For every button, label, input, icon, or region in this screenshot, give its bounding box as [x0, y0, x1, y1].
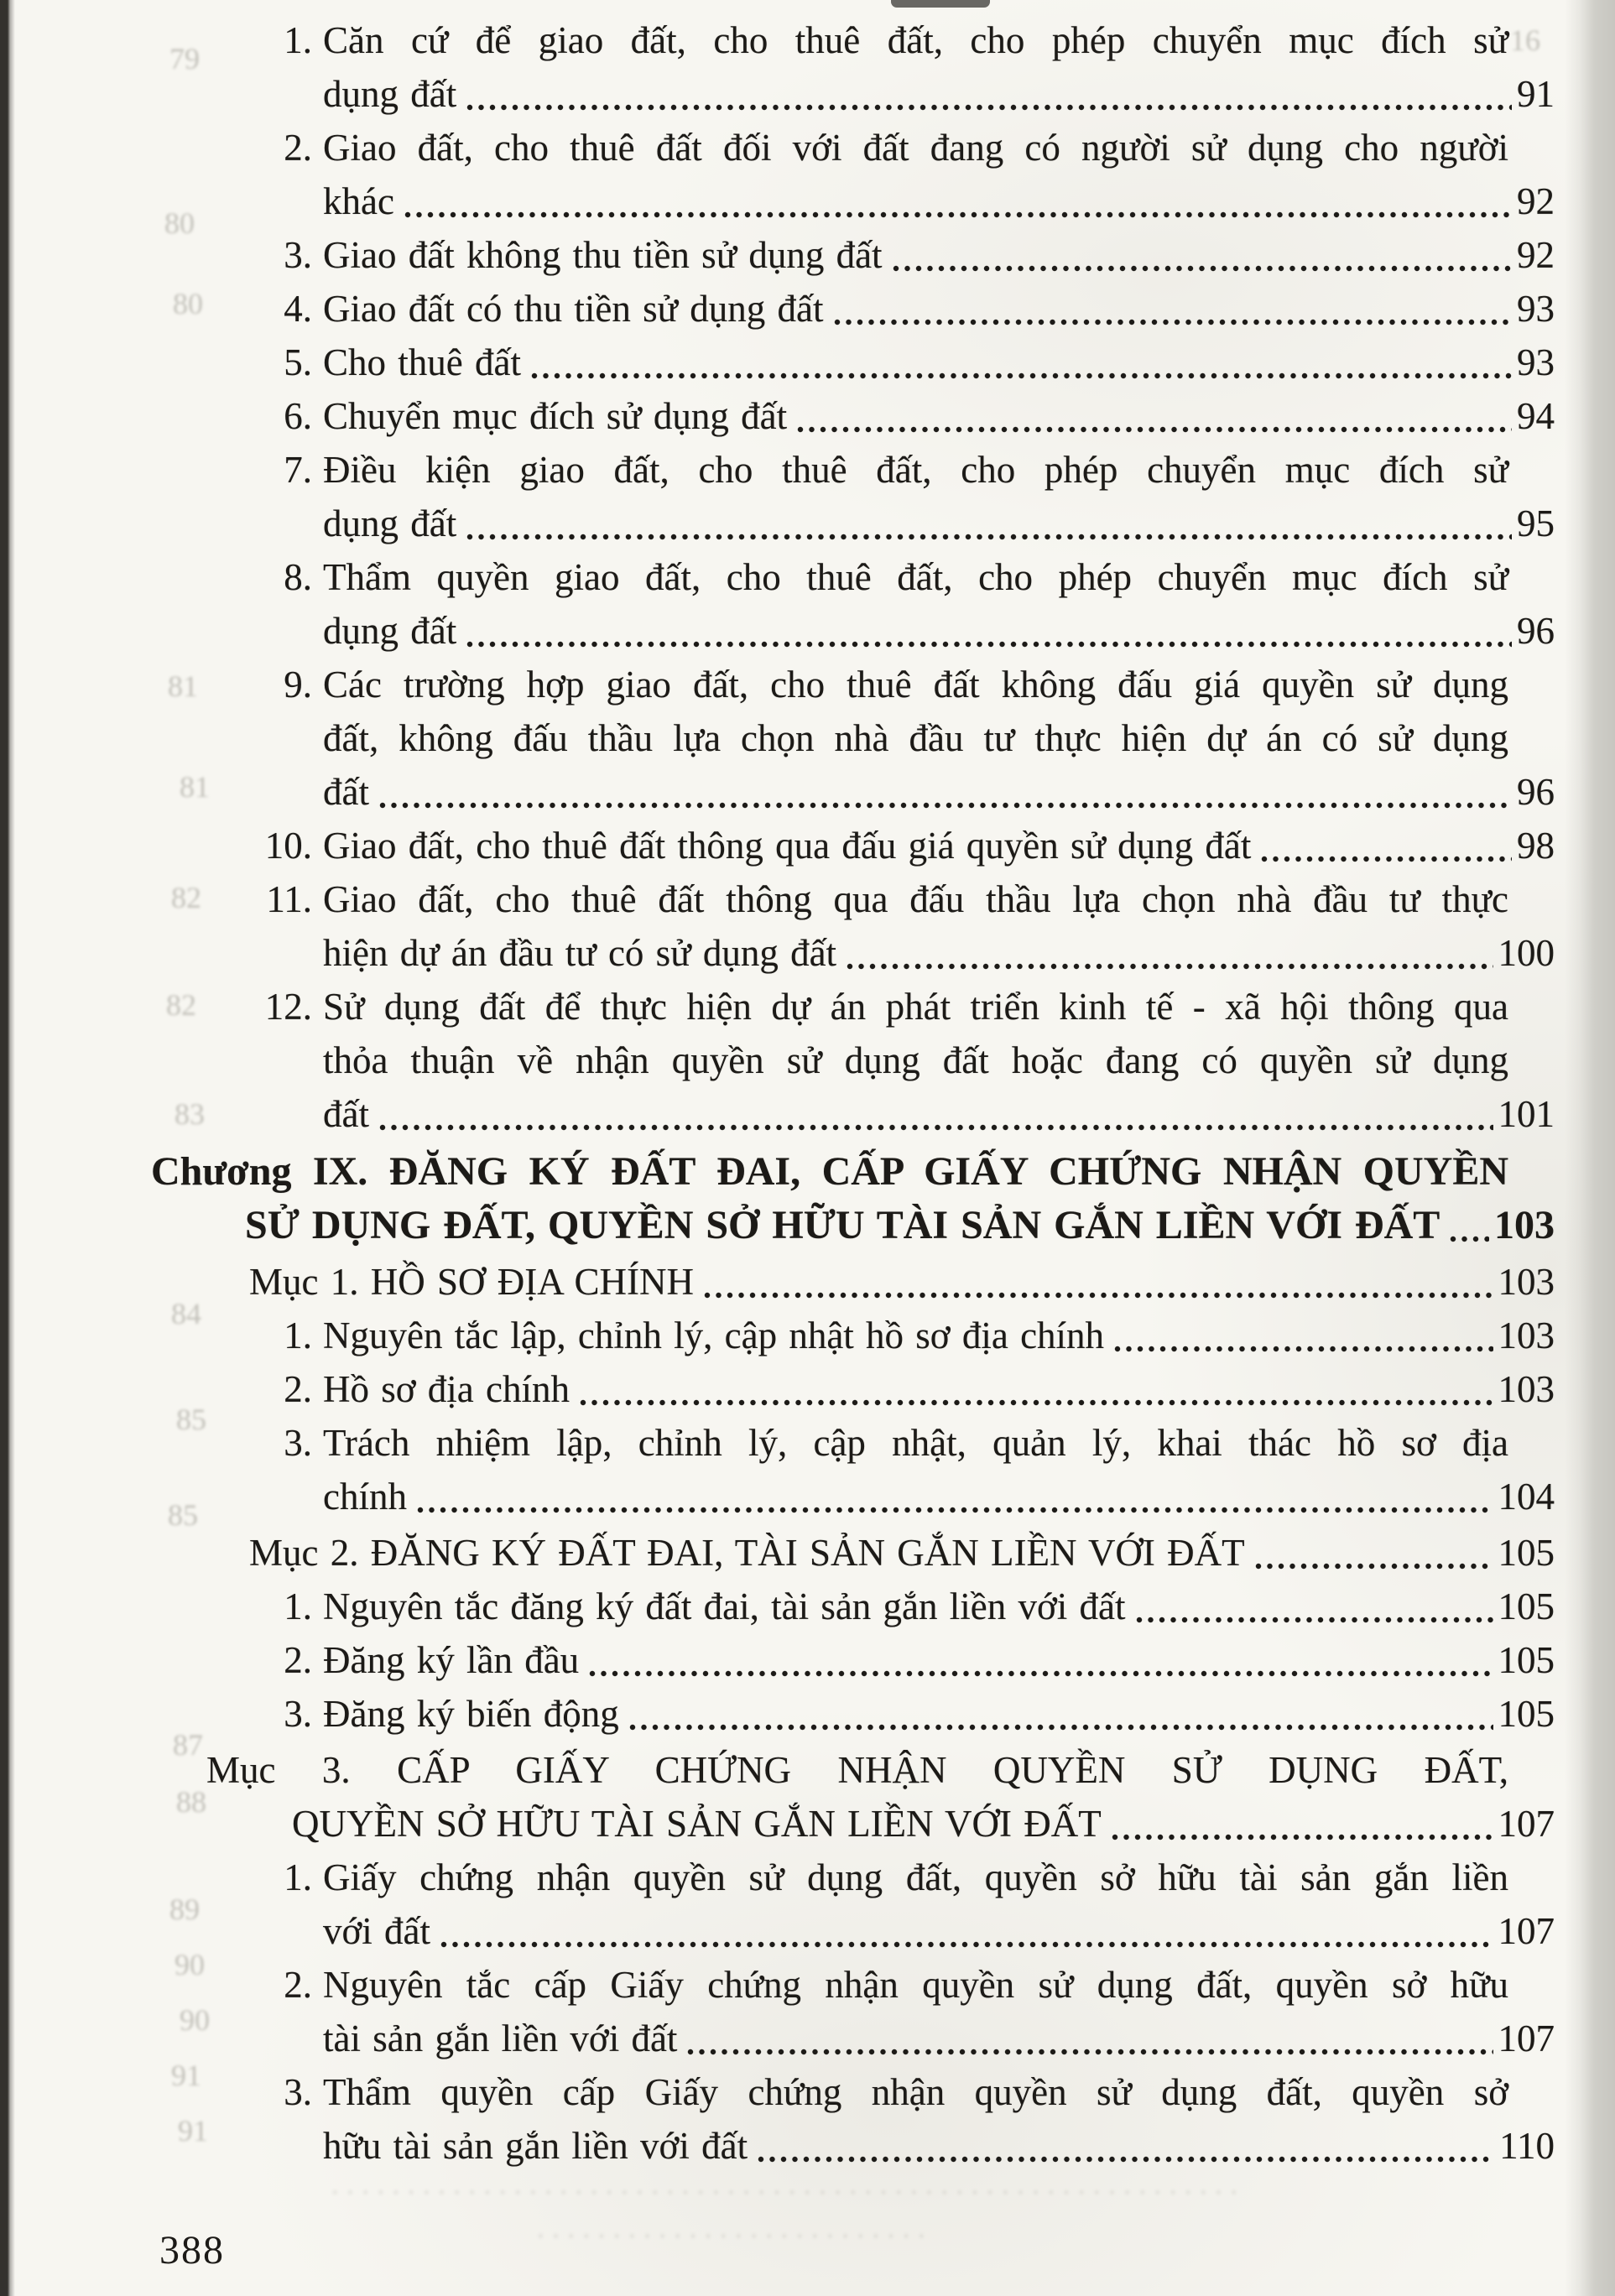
toc-entry-lastline	[323, 1470, 1555, 1523]
dot-leader	[531, 372, 1512, 380]
toc-entry	[284, 1362, 1555, 1416]
ghost-mark: 85	[168, 1498, 198, 1532]
toc-entry-text: chính	[323, 1476, 407, 1518]
toc-entry-pagenum: 105	[1498, 1639, 1555, 1681]
toc-entry-lastline	[323, 1580, 1555, 1633]
toc-entry-number: 7.	[284, 449, 312, 491]
dot-leader	[379, 801, 1512, 810]
toc-entry	[206, 1743, 1555, 1851]
toc-entry-pagenum: 103	[1494, 1203, 1555, 1247]
dot-leader	[466, 533, 1512, 541]
ghost-mark: 80	[164, 206, 195, 240]
toc-entry-text: Cho thuê đất	[323, 341, 521, 383]
toc-entry-pagenum: 104	[1498, 1476, 1555, 1518]
toc-entry-pagenum: 105	[1498, 1532, 1555, 1574]
toc-entry-number: 3.	[284, 2071, 312, 2113]
toc-entry-lastline	[249, 1526, 1555, 1580]
toc-entry	[284, 121, 1555, 228]
ghost-mark: 89	[169, 1893, 200, 1926]
toc-entry	[284, 228, 1555, 282]
toc-entry-line: Các trường hợp giao đất, cho thuê đất không đấu giá quyền sử dụng	[323, 664, 1508, 705]
toc-entry	[284, 1851, 1555, 1958]
ghost-mark: 81	[168, 669, 198, 703]
toc-entry	[284, 1580, 1555, 1633]
ghost-mark: 91	[178, 2114, 208, 2148]
toc-entry-lastline	[323, 497, 1555, 550]
toc-entry-pagenum: 110	[1499, 2125, 1555, 2167]
dot-leader	[466, 103, 1512, 112]
toc-entry-pagenum: 94	[1517, 395, 1555, 437]
dot-leader	[834, 318, 1512, 326]
toc-entry	[284, 658, 1555, 819]
toc-entry-pagenum: 95	[1517, 502, 1555, 544]
folio-page-number: 388	[159, 2228, 225, 2273]
toc-entry-lastline	[323, 1362, 1555, 1416]
toc-entry-text: hiện dự án đầu tư có sử dụng đất	[323, 932, 837, 974]
ghost-mark: 83	[175, 1097, 205, 1131]
toc-entry-pagenum: 100	[1498, 932, 1555, 974]
dot-leader	[1112, 1833, 1493, 1841]
toc-entry-lastline	[323, 2012, 1555, 2065]
toc-entry-pagenum: 107	[1498, 1803, 1555, 1845]
toc-entry-text: QUYỀN SỞ HỮU TÀI SẢN GẮN LIỀN VỚI ĐẤT	[292, 1803, 1102, 1845]
dot-leader	[629, 1723, 1493, 1731]
toc-entry-line: Căn cứ để giao đất, cho thuê đất, cho phép chuyển mục đích sử	[323, 19, 1508, 61]
ghost-mark: 90	[180, 2003, 210, 2037]
dot-leader	[797, 425, 1512, 434]
toc-entry-lastline	[323, 389, 1555, 443]
dot-leader	[589, 1669, 1493, 1678]
ghost-mark: 84	[171, 1297, 201, 1330]
toc-entry	[249, 1255, 1555, 1309]
toc-entry	[284, 1958, 1555, 2065]
toc-entry-pagenum: 93	[1517, 341, 1555, 383]
toc-entry-lastline	[323, 1309, 1555, 1362]
toc-entry	[284, 1416, 1555, 1523]
ghost-mark: 82	[166, 988, 196, 1022]
dot-leader	[379, 1123, 1493, 1132]
toc-entry	[284, 1687, 1555, 1741]
toc-entry-number: 12.	[264, 986, 312, 1028]
ghost-mark: ··························	[537, 2224, 934, 2248]
toc-entry-number: 2.	[284, 1368, 312, 1410]
dot-leader	[1255, 1562, 1493, 1570]
toc-entry-pagenum: 92	[1517, 234, 1555, 276]
ghost-mark: 80	[173, 287, 203, 320]
toc-entry-pagenum: 105	[1498, 1693, 1555, 1735]
dot-leader	[1261, 855, 1512, 863]
ghost-mark: 81	[180, 770, 210, 804]
toc-entry-number: 2.	[284, 127, 312, 169]
toc-entry-text: Giao đất không thu tiền sử dụng đất	[323, 234, 883, 276]
toc-entry	[284, 2065, 1555, 2173]
toc-entry-lastline	[323, 1687, 1555, 1741]
dot-leader	[704, 1291, 1493, 1299]
toc-entry-lastline	[323, 1087, 1555, 1141]
scan-top-smudge	[891, 0, 990, 8]
dot-leader	[687, 2048, 1493, 2056]
toc-entry-text: đất	[323, 1093, 369, 1135]
toc-entry-lastline	[323, 765, 1555, 819]
toc-entry-text: Giao đất, cho thuê đất thông qua đấu giá quyền sử dụng đất	[323, 825, 1252, 867]
toc-entry	[266, 872, 1555, 980]
toc-entry-lastline	[323, 282, 1555, 336]
toc-entry-number: 2.	[284, 1639, 312, 1681]
scan-page-edge	[1563, 0, 1615, 2296]
toc-entry	[284, 1309, 1555, 1362]
toc-entry-number: 1.	[284, 1856, 312, 1898]
dot-leader	[1114, 1345, 1493, 1353]
toc-entry-pagenum: 98	[1517, 825, 1555, 867]
toc-entry	[284, 336, 1555, 389]
dot-leader	[758, 2155, 1494, 2163]
toc-entry-lastline	[292, 1797, 1555, 1851]
toc-entry-lastline	[323, 174, 1555, 228]
toc-entry	[264, 980, 1555, 1141]
ghost-mark: 87	[173, 1728, 203, 1762]
toc-entry-number: 11.	[266, 878, 312, 920]
toc-entry-lastline	[323, 819, 1555, 872]
ghost-mark: 16	[1510, 23, 1540, 57]
toc-entry-text: Đăng ký lần đầu	[323, 1639, 580, 1681]
toc-entry-pagenum: 103	[1498, 1368, 1555, 1410]
toc-entry-text: dụng đất	[323, 610, 457, 652]
toc-entry-pagenum: 92	[1517, 180, 1555, 222]
toc-entry-line: Giao đất, cho thuê đất thông qua đấu thầu lựa chọn nhà đầu tư thực	[323, 878, 1508, 920]
toc-entry-line: Thẩm quyền cấp Giấy chứng nhận quyền sử dụng đất, quyền sở	[323, 2071, 1508, 2113]
toc-entry-text: dụng đất	[323, 73, 457, 115]
ghost-mark: 85	[176, 1403, 206, 1436]
toc-entry-lastline	[323, 604, 1555, 658]
toc-entry-line: Giấy chứng nhận quyền sử dụng đất, quyền sở hữu tài sản gắn liền	[323, 1856, 1508, 1898]
toc-entry	[284, 282, 1555, 336]
toc-entry-pagenum: 105	[1498, 1585, 1555, 1627]
dot-leader	[847, 962, 1493, 971]
toc-entry-pagenum: 96	[1517, 771, 1555, 813]
ghost-mark: 79	[169, 42, 200, 75]
toc-entry-text: Mục 1. HỒ SƠ ĐỊA CHÍNH	[249, 1261, 694, 1303]
ghost-mark: ····························································	[331, 2180, 1246, 2205]
toc-entry-text: dụng đất	[323, 502, 457, 544]
toc-entry-line: Trách nhiệm lập, chỉnh lý, cập nhật, quản lý, khai thác hồ sơ địa	[323, 1422, 1508, 1464]
toc-entry-line: Mục 3. CẤP GIẤY CHỨNG NHẬN QUYỀN SỬ DỤNG ĐẤT,	[206, 1749, 1508, 1791]
toc-entry-pagenum: 107	[1498, 1910, 1555, 1952]
dot-leader	[1136, 1616, 1493, 1624]
toc-entry-text: hữu tài sản gắn liền với đất	[323, 2125, 748, 2167]
toc-entry-number: 1.	[284, 19, 312, 61]
toc-entry-pagenum: 103	[1498, 1261, 1555, 1303]
toc-entry-lastline	[323, 1633, 1555, 1687]
toc-entry-pagenum: 93	[1517, 288, 1555, 330]
toc-entry-number: 1.	[284, 1315, 312, 1356]
toc-entry-text: với đất	[323, 1910, 431, 1952]
toc-entry-text: đất	[323, 771, 369, 813]
toc-entry-line: Sử dụng đất để thực hiện dự án phát triển kinh tế - xã hội thông qua	[323, 986, 1508, 1028]
toc-entry-pagenum: 103	[1498, 1315, 1555, 1356]
toc-entry-pagenum: 96	[1517, 610, 1555, 652]
toc-entry	[284, 443, 1555, 550]
toc-entry-number: 3.	[284, 1693, 312, 1735]
toc-entry-number: 6.	[284, 395, 312, 437]
toc-entry-text: khác	[323, 180, 394, 222]
toc-entry-lastline	[323, 336, 1555, 389]
ghost-mark: 91	[171, 2059, 201, 2092]
toc-entry-line: đất, không đấu thầu lựa chọn nhà đầu tư thực hiện dự án có sử dụng	[323, 717, 1508, 759]
toc-entry-text: tài sản gắn liền với đất	[323, 2017, 678, 2059]
toc-entry	[284, 389, 1555, 443]
toc-entry-lastline	[323, 2119, 1555, 2173]
toc-entry-number: 9.	[284, 664, 312, 705]
dot-leader	[893, 264, 1512, 273]
toc-entry-lastline	[245, 1199, 1555, 1252]
toc-entry-line: Điều kiện giao đất, cho thuê đất, cho phép chuyển mục đích sử	[323, 449, 1508, 491]
toc-entry-number: 10.	[264, 825, 312, 867]
toc-entry-pagenum: 107	[1498, 2017, 1555, 2059]
toc-entry-lastline	[323, 228, 1555, 282]
toc-entry	[264, 819, 1555, 872]
toc-entry-lastline	[323, 926, 1555, 980]
table-of-contents	[0, 13, 1555, 2173]
toc-entry	[249, 1526, 1555, 1580]
toc-entry-number: 2.	[284, 1964, 312, 2006]
ghost-mark: 88	[176, 1785, 206, 1819]
toc-entry-text: Mục 2. ĐĂNG KÝ ĐẤT ĐAI, TÀI SẢN GẮN LIỀN VỚI ĐẤT	[249, 1532, 1245, 1574]
toc-entry-text: Giao đất có thu tiền sử dụng đất	[323, 288, 824, 330]
toc-entry-text: Chuyển mục đích sử dụng đất	[323, 395, 788, 437]
toc-entry-number: 8.	[284, 556, 312, 598]
toc-entry-text: Nguyên tắc đăng ký đất đai, tài sản gắn liền với đất	[323, 1585, 1126, 1627]
dot-leader	[466, 640, 1512, 648]
toc-entry-line: Thẩm quyền giao đất, cho thuê đất, cho phép chuyển mục đích sử	[323, 556, 1508, 598]
toc-entry-pagenum: 101	[1498, 1093, 1555, 1135]
toc-entry-lastline	[323, 67, 1555, 121]
toc-entry-line: Chương IX. ĐĂNG KÝ ĐẤT ĐAI, CẤP GIẤY CHỨNG NHẬN QUYỀN	[151, 1149, 1508, 1194]
toc-entry-pagenum: 91	[1517, 73, 1555, 115]
toc-entry	[151, 1145, 1555, 1252]
ghost-mark: 82	[171, 881, 201, 914]
dot-leader	[404, 211, 1512, 219]
toc-entry-line: Nguyên tắc cấp Giấy chứng nhận quyền sử dụng đất, quyền sở hữu	[323, 1964, 1508, 2006]
toc-entry-number: 3.	[284, 1422, 312, 1464]
dot-leader	[440, 1940, 1493, 1949]
toc-entry-text: Đăng ký biến động	[323, 1693, 619, 1735]
dot-leader	[417, 1506, 1493, 1514]
ghost-mark: 90	[175, 1948, 205, 1981]
toc-entry-line: Giao đất, cho thuê đất đối với đất đang có người sử dụng cho người	[323, 127, 1508, 169]
toc-entry-lastline	[249, 1255, 1555, 1309]
toc-entry-lastline	[323, 1904, 1555, 1958]
toc-entry-number: 5.	[284, 341, 312, 383]
toc-entry-number: 3.	[284, 234, 312, 276]
scan-spine-shadow	[0, 0, 15, 2296]
toc-entry	[284, 1633, 1555, 1687]
toc-entry	[284, 13, 1555, 121]
toc-entry-number: 4.	[284, 288, 312, 330]
dot-leader	[580, 1398, 1493, 1407]
toc-entry-text: Nguyên tắc lập, chỉnh lý, cập nhật hồ sơ địa chính	[323, 1315, 1105, 1356]
toc-entry-text: SỬ DỤNG ĐẤT, QUYỀN SỞ HỮU TÀI SẢN GẮN LIỀN VỚI ĐẤT	[245, 1203, 1440, 1247]
toc-entry	[284, 550, 1555, 658]
toc-entry-text: Hồ sơ địa chính	[323, 1368, 570, 1410]
toc-entry-line: thỏa thuận về nhận quyền sử dụng đất hoặc đang có quyền sử dụng	[323, 1039, 1508, 1081]
toc-entry-number: 1.	[284, 1585, 312, 1627]
dot-leader	[1450, 1235, 1489, 1243]
